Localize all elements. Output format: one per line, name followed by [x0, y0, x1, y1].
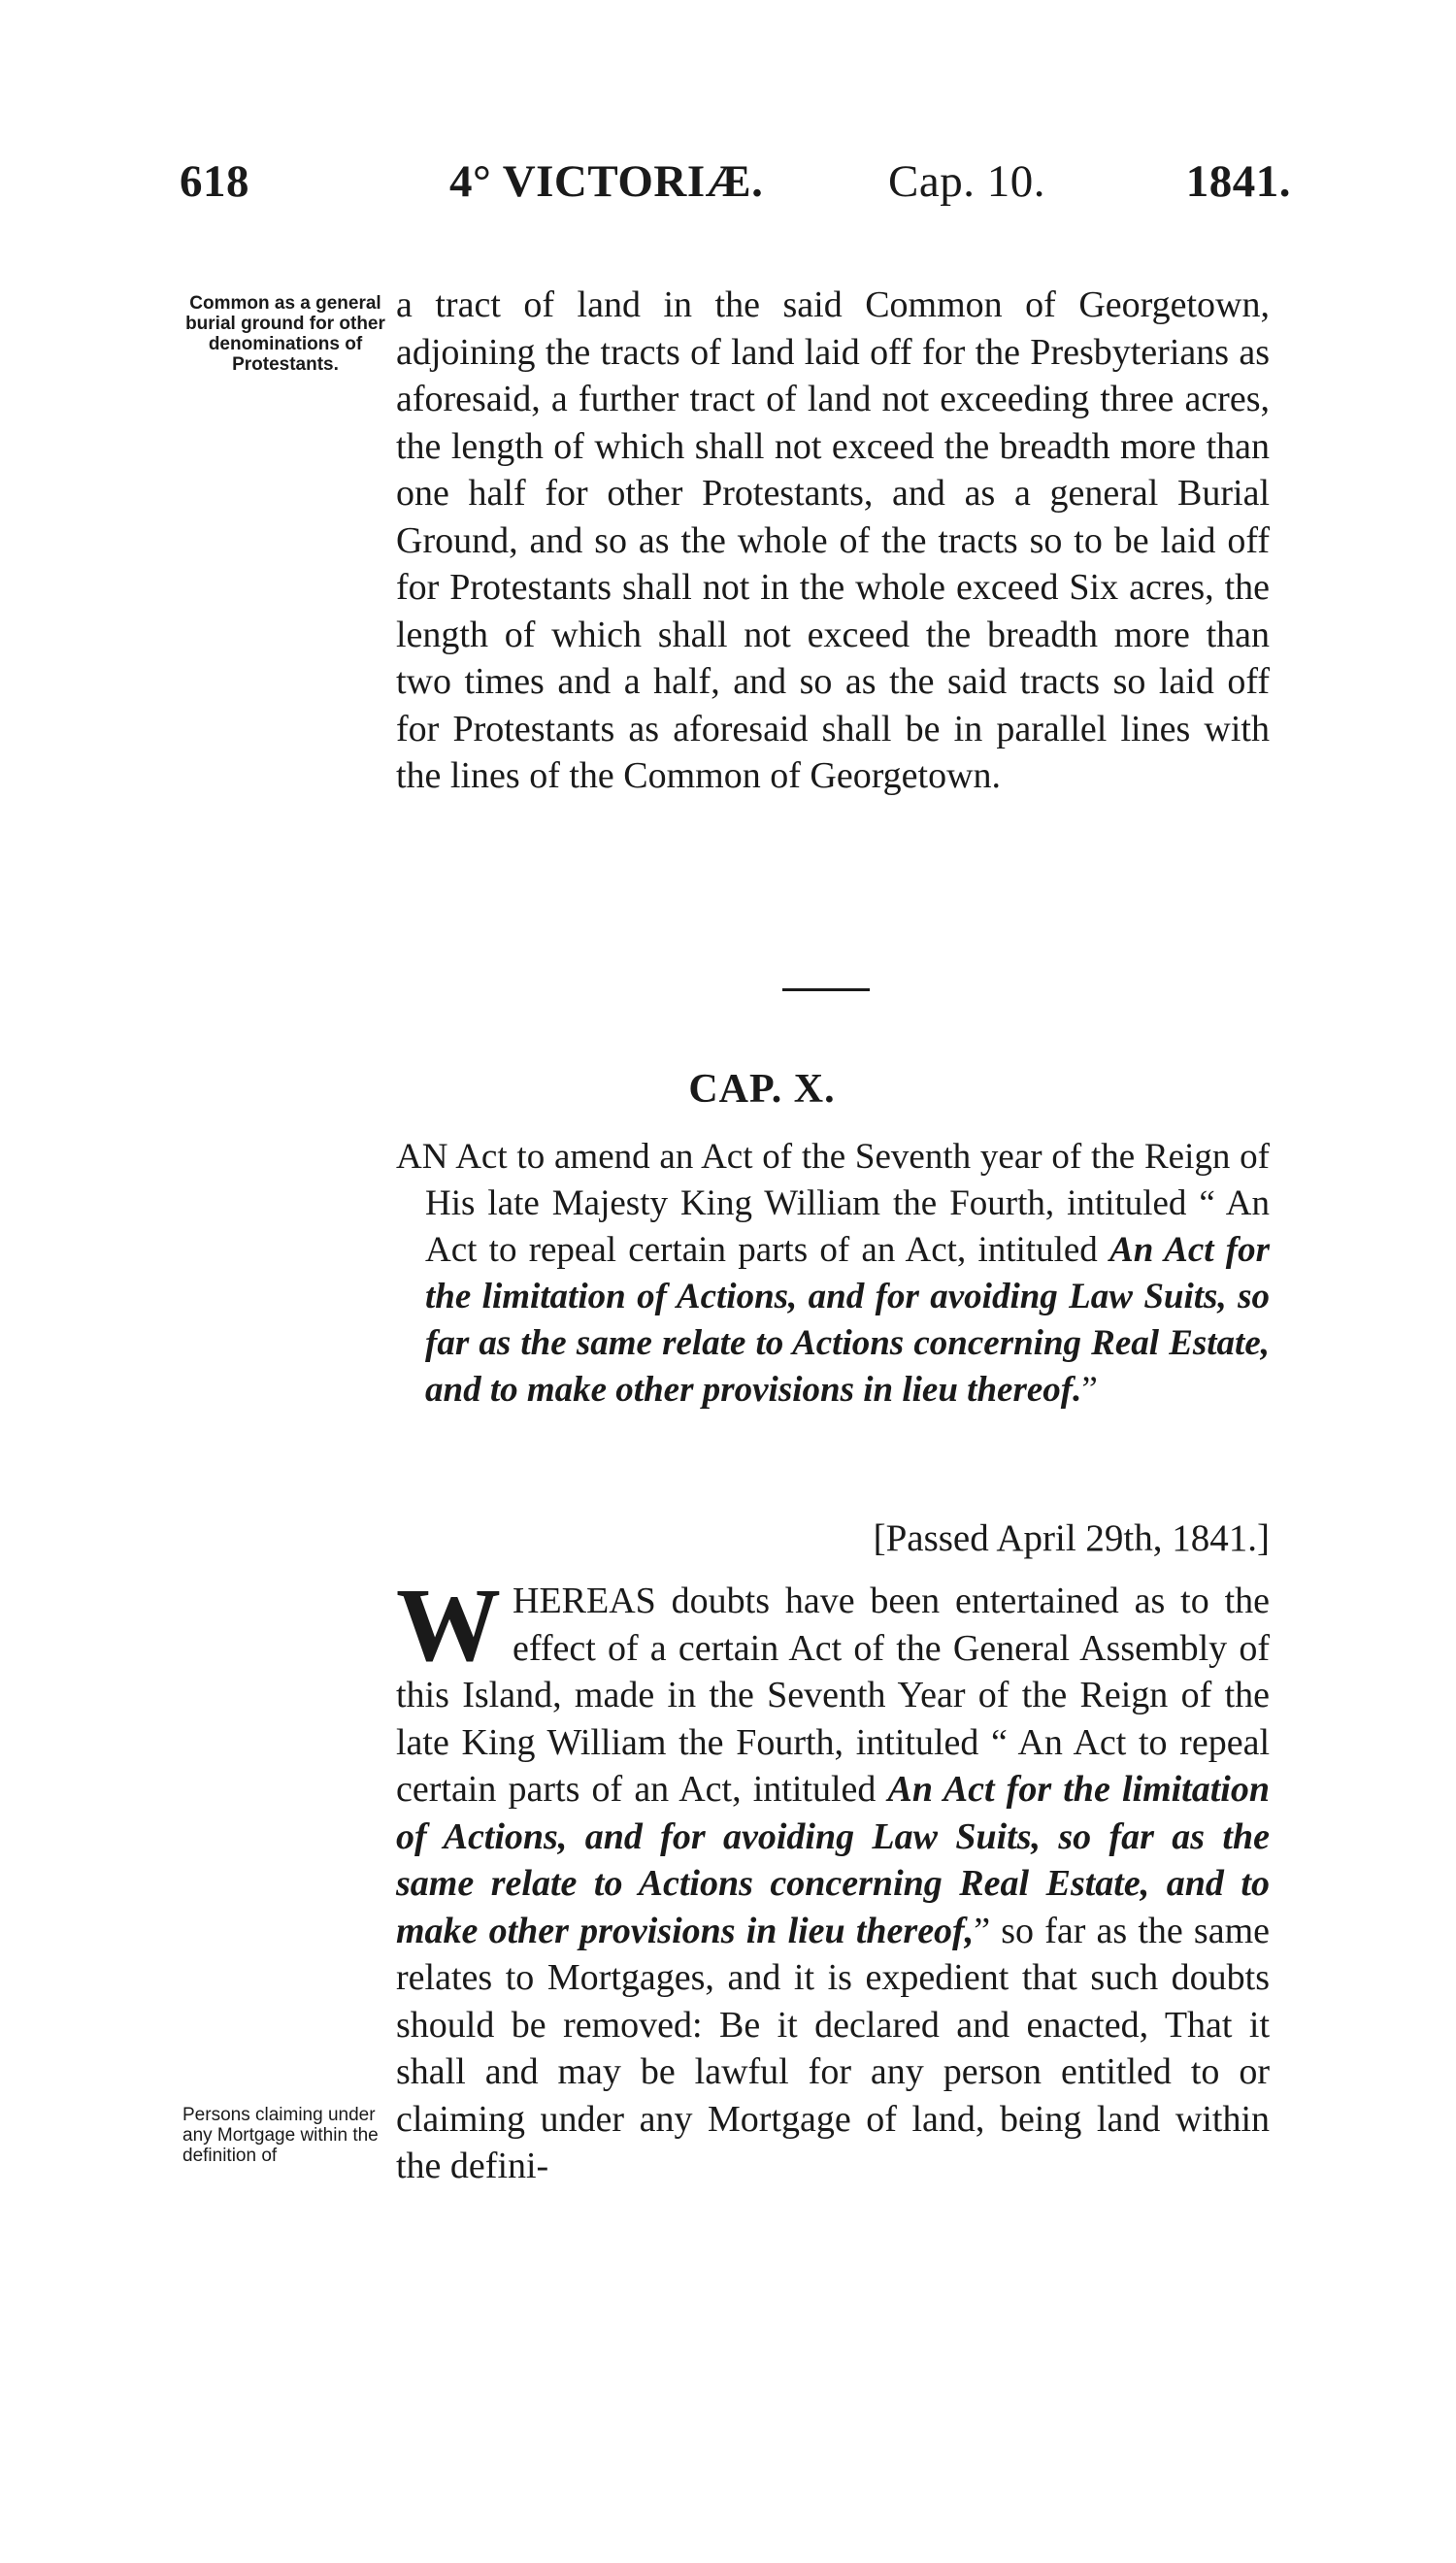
section-1-text: [396, 282, 1270, 800]
running-year: 1841.: [1185, 156, 1291, 207]
chapter-heading: CAP. X.: [688, 1067, 836, 1112]
preamble-italic: An Act for the limitation of Actions, and for avoiding Law Suits, so far as the same relate to Actions concerning Real Estate, and to make other provisions in lieu thereof,: [396, 1769, 1270, 1951]
margin-note-mortgage: Persons claiming under any Mortgage within the definition of: [182, 2105, 379, 2166]
preamble-paragraph: [396, 1568, 1270, 2190]
running-chapter: Cap. 10.: [888, 156, 1045, 207]
long-title-text: AN Act to amend an Act of the Seventh year of the Reign of His late Majesty King William the Fourth, intituled “ An Act to repeal certain parts of an Act, intituled: [396, 1137, 1270, 1270]
drop-cap: W: [396, 1568, 501, 1683]
running-title: 4° VICTORIÆ.: [449, 156, 764, 207]
margin-note-burial-ground: Common as a general burial ground for other denominations of Protestants.: [185, 293, 385, 375]
preamble-part-2: ” so far as the same relates to Mortgages, and it is expedient that such doubts should be removed: Be it declared and enacted, That it shall and may be lawful for any person entitled to or claiming under any Mortgage of land, being land within the defini-: [396, 1910, 1270, 2186]
page-number: 618: [180, 156, 249, 207]
running-head: [180, 155, 1291, 214]
section-divider: [782, 988, 870, 991]
act-long-title: [396, 1134, 1270, 1414]
long-title-close-quote: ”: [1081, 1370, 1098, 1410]
passed-date: [Passed April 29th, 1841.]: [873, 1517, 1270, 1559]
preamble-text: [396, 1568, 1270, 2190]
section-1-paragraph: a tract of land in the said Common of Georgetown, adjoining the tracts of land laid off for the Presbyterians as aforesaid, a further tract of land not exceeding three acres, the length of which shall not exceed the breadth more than one half for other Protestants, and as a general Burial Ground, and so as the whole of the tracts so to be laid off for Protestants shall not in the whole exceed Six acres, the length of which shall not exceed the breadth more than two times and a half, and so as the said tracts so laid off for Protestants as aforesaid shall be in parallel lines with the lines of the Common of Georgetown.: [396, 284, 1270, 796]
long-title-italic: An Act for the limitation of Actions, and for avoiding Law Suits, so far as the same relate to Actions concerning Real Estate, and to make other provisions in lieu thereof.: [425, 1230, 1271, 1410]
preamble-part-1: HEREAS doubts have been entertained as to the effect of a certain Act of the General Assembly of this Island, made in the Seventh Year of the Reign of the late King William the Fourth, intituled “ An Act to repeal certain parts of an Act, intituled: [396, 1581, 1270, 1810]
